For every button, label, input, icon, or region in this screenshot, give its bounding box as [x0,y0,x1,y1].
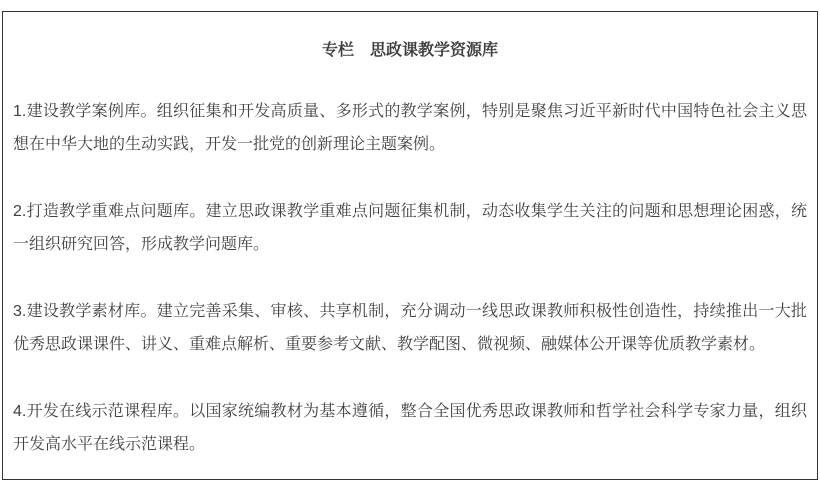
paragraph-online-model-course-library: 4.开发在线示范课程库。以国家统编教材为基本遵循，整合全国优秀思政课教师和哲学社会科学专家力量，组织开发高水平在线示范课程。 [13,403,807,453]
paragraph-teaching-material-library: 3.建设教学素材库。建立完善采集、审核、共享机制，充分调动一线思政课教师积极性创造性，持续推出一大批优秀思政课课件、讲义、重难点解析、重要参考文献、教学配图、微视频、融媒体公开课等优质教学素材。 [13,303,807,353]
panel-title: 专栏 思政课教学资源库 [321,42,498,59]
resource-library-panel [2,11,818,480]
panel-body [13,95,807,461]
paragraph-key-question-library: 2.打造教学重难点问题库。建立思政课教学重难点问题征集机制，动态收集学生关注的问题和思想理论困惑，统一组织研究回答，形成教学问题库。 [13,203,807,253]
paragraph-teaching-case-library: 1.建设教学案例库。组织征集和开发高质量、多形式的教学案例，特别是聚焦习近平新时代中国特色社会主义思想在中华大地的生动实践，开发一批党的创新理论主题案例。 [13,103,807,153]
